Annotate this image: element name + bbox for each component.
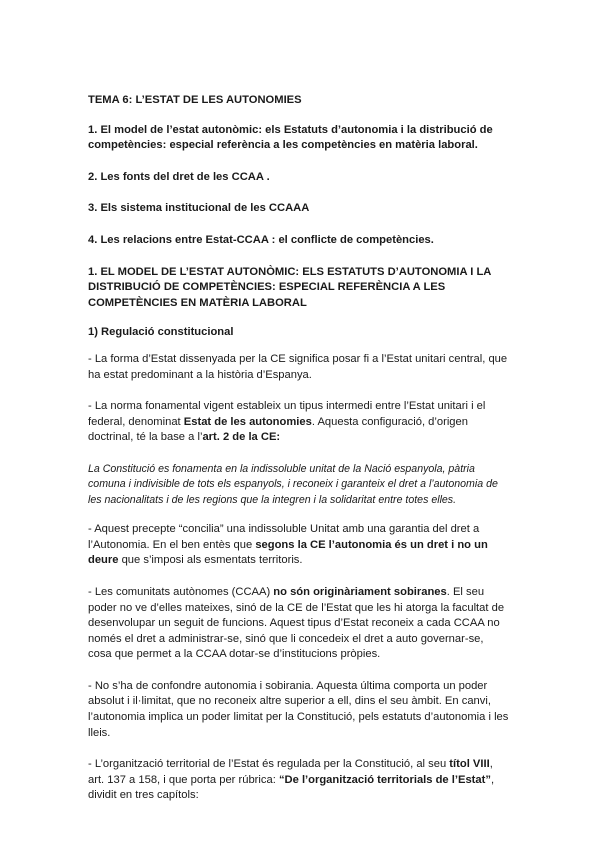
paragraph-autonomy-sovereignty: - No s’ha de confondre autonomia i sobirania. Aquesta última comporta un poder absolut i il·limitat, que no reconeix altre superior a ell, dins el seu àmbit. En canvi, l’autonomia implica un poder limitat per la Constitució, pels estatuts d’autonomia i les lleis. (88, 679, 509, 739)
bold-rubric: “De l’organització territorials de l’Estat” (278, 773, 491, 786)
text-run: , art. 137 a 158, i que porta per rúbrica: (88, 758, 493, 786)
text-run: que s’imposi als esmentats territoris. (118, 554, 303, 567)
paragraph-territorial-organization (88, 757, 510, 804)
text-run: , dividit en tres capítols: (88, 773, 495, 802)
section-heading: 1. EL MODEL DE L’ESTAT AUTONÒMIC: ELS ESTATUTS D’AUTONOMIA I LA DISTRIBUCIÓ DE COMPETÈNCIES: ESPECIAL REFERÈNCIA A LES COMPETÈNCIES EN MATÈRIA LABORAL (88, 265, 491, 309)
toc-item-2: 2. Les fonts del dret de les CCAA . (88, 170, 270, 183)
toc-item-3: 3. Els sistema institucional de les CCAAA (88, 202, 310, 215)
toc-item-1: 1. El model de l’estat autonòmic: els Estatuts d’autonomia i la distribució de competències: especial referència a les competències en matèria laboral. (88, 123, 493, 152)
text-run: - L’organització territorial de l’Estat és regulada per la Constitució, al seu (88, 758, 450, 771)
bold-term: Estat de les autonomies (183, 415, 312, 428)
text-run: - Les comunitats autònomes (CCAA) (88, 585, 274, 598)
paragraph-precept (88, 522, 510, 569)
text-run: - La norma fonamental vigent estableix un tipus intermedi entre l’Estat unitari i el federal, denominat (88, 400, 486, 428)
text-run: . Aquesta configuració, d’origen doctrinal, té la base a l’ (88, 415, 468, 444)
paragraph-fundamental-norm (88, 399, 510, 446)
bold-term: segons la CE l’autonomia és un dret i no un deure (88, 538, 488, 567)
toc-item-4: 4. Les relacions entre Estat-CCAA : el conflicte de competències. (88, 233, 434, 246)
paragraph-state-form: - La forma d’Estat dissenyada per la CE significa posar fi a l’Estat unitari central, que ha estat predominant a la història d’Espanya. (88, 352, 508, 381)
document-title: TEMA 6: L’ESTAT DE LES AUTONOMIES (88, 94, 302, 106)
text-run: - Aquest precepte “concilia” una indissoluble Unitat amb una garantia del dret a l’Autonomia. En el ben entès que (88, 523, 480, 551)
bold-article-ref: art. 2 de la CE: (202, 431, 281, 444)
bold-title-ref: títol VIII (449, 758, 490, 771)
bold-term: no són originàriament sobiranes (273, 585, 447, 598)
subsection-heading: 1) Regulació constitucional (88, 326, 234, 339)
text-run: . El seu poder no ve d’elles mateixes, sinó de la CE de l’Estat que les hi atorga la facultat de desenvolupar un seguit de funcions. Aquest tipus d’Estat reconeix a cada CCAA no només el dret a administrar-se, sinó que li concedeix el dret a auto governar-se, cosa que permet a la CCAA dotar-se d’institucions pròpies. (88, 585, 505, 661)
table-of-contents (88, 93, 510, 249)
constitution-quote: La Constitució es fonamenta en la indissoluble unitat de la Nació espanyola, pàtria comuna i indivisible de tots els espanyols, i reconeix i garanteix el dret a l’autonomia de les nacionalitats i de les regions que la integren i la solidaritat entre totes elles. (88, 462, 498, 506)
paragraph-autonomous-communities (88, 585, 510, 663)
